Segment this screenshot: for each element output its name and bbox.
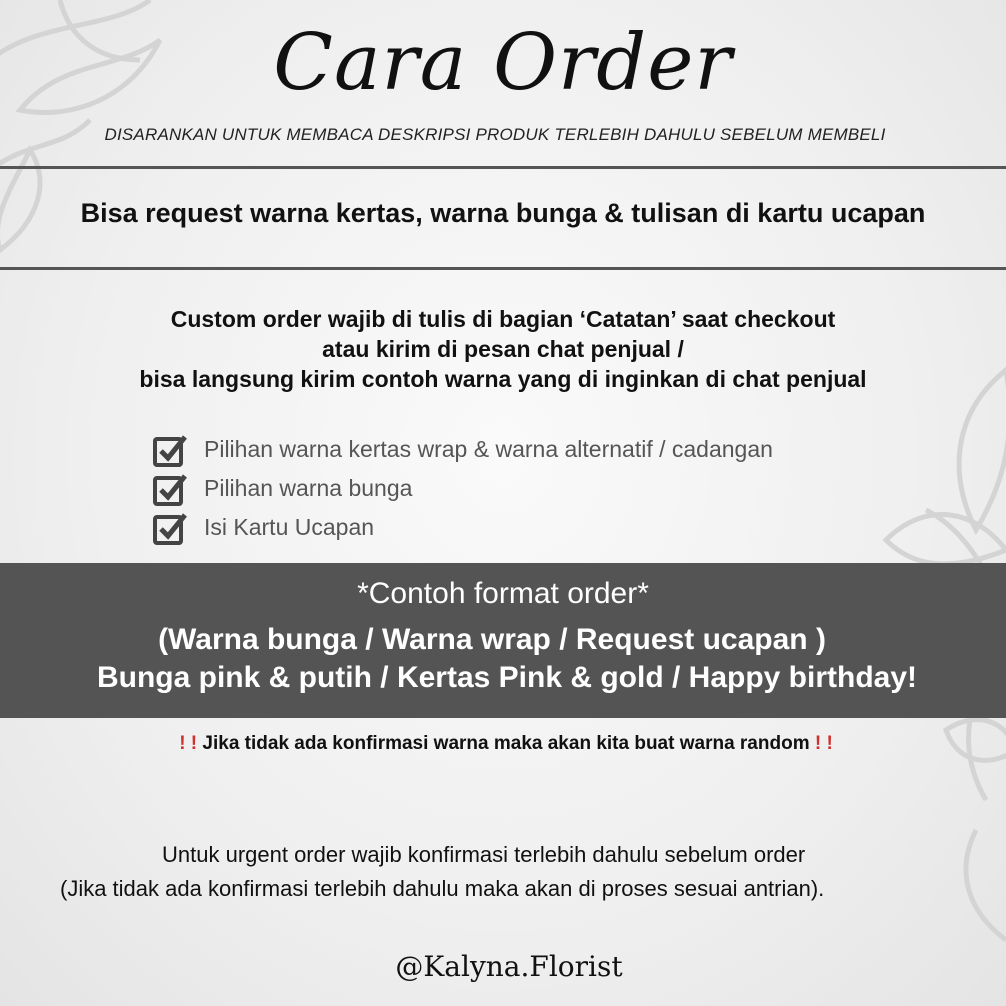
checklist bbox=[152, 430, 773, 547]
warning-mark-left: ! ! bbox=[179, 733, 198, 754]
checkbox-checked-icon bbox=[152, 510, 188, 546]
list-item bbox=[152, 430, 773, 469]
custom-order-line: atau kirim di pesan chat penjual / bbox=[322, 336, 684, 362]
checklist-item-label: Pilihan warna bunga bbox=[204, 475, 413, 501]
checkbox-checked-icon bbox=[152, 432, 188, 468]
list-item bbox=[152, 469, 773, 508]
checklist-item-label: Isi Kartu Ucapan bbox=[204, 514, 375, 540]
list-item bbox=[152, 508, 773, 547]
divider-top bbox=[0, 166, 1006, 169]
shop-handle: @Kalyna.Florist bbox=[395, 950, 623, 983]
warning-notice bbox=[0, 733, 1006, 755]
warning-text: Jika tidak ada konfirmasi warna maka akan kita buat warna random bbox=[202, 733, 810, 754]
example-title: *Contoh format order* bbox=[357, 577, 649, 610]
example-format-band bbox=[0, 563, 1006, 718]
custom-order-line: bisa langsung kirim contoh warna yang di inginkan di chat penjual bbox=[139, 366, 867, 392]
page-title: Cara Order bbox=[273, 18, 733, 108]
urgent-line: (Jika tidak ada konfirmasi terlebih dahulu maka akan di proses sesuai antrian). bbox=[60, 876, 825, 901]
custom-order-line: Custom order wajib di tulis di bagian ‘Catatan’ saat checkout bbox=[170, 306, 836, 332]
request-line: Bisa request warna kertas, warna bunga & tulisan di kartu ucapan bbox=[80, 198, 926, 228]
warning-mark-right: ! ! bbox=[814, 733, 833, 754]
page-subtitle: DISARANKAN UNTUK MEMBACA DESKRIPSI PRODUK TERLEBIH DAHULU SEBELUM MEMBELI bbox=[104, 125, 886, 144]
checkbox-checked-icon bbox=[152, 471, 188, 507]
example-format-line: (Warna bunga / Warna wrap / Request ucapan ) bbox=[158, 623, 826, 656]
divider-bottom bbox=[0, 267, 1006, 270]
urgent-line: Untuk urgent order wajib konfirmasi terlebih dahulu sebelum order bbox=[162, 842, 806, 867]
checklist-item-label: Pilihan warna kertas wrap & warna alternatif / cadangan bbox=[204, 436, 773, 462]
custom-order-instructions bbox=[0, 304, 1006, 394]
example-order-line: Bunga pink & putih / Kertas Pink & gold / Happy birthday! bbox=[96, 661, 918, 694]
